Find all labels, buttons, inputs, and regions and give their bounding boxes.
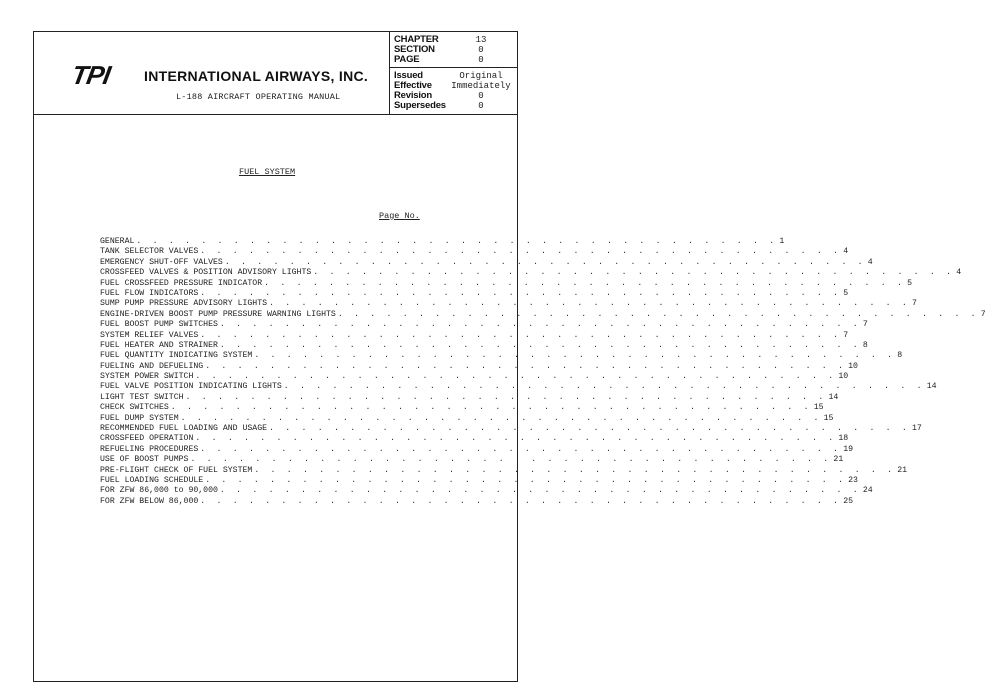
- toc-dot-leader: . . . . . . . . . . . . . . . . . . . . . . . . . . . . . . . . . . . . . . . .: [185, 392, 827, 402]
- toc-entry-page: 23: [848, 475, 858, 485]
- toc-entry: [100, 309, 986, 320]
- toc-dot-leader: . . . . . . . . . . . . . . . . . . . . . . . . . . . . . . . . . . . . . . . .: [200, 288, 842, 298]
- toc-entry-title: EMERGENCY SHUT-OFF VALVES: [100, 257, 223, 267]
- company-name: INTERNATIONAL AIRWAYS, INC.: [144, 68, 369, 84]
- toc-entry: [100, 392, 839, 403]
- toc-entry-title: CHECK SWITCHES: [100, 403, 169, 413]
- toc-entry: [100, 320, 868, 330]
- toc-entry-title: FOR ZFW 86,000 to 90,000: [100, 486, 218, 496]
- toc-entry-title: FUEL LOADING SCHEDULE: [100, 475, 204, 485]
- info-label: SECTION: [394, 44, 435, 55]
- header-divider: [34, 114, 517, 115]
- toc-entry: [100, 237, 785, 247]
- toc-entry-title: REFUELING PROCEDURES: [100, 444, 199, 454]
- document-info-box: [389, 32, 518, 114]
- info-row-page: [394, 54, 514, 65]
- toc-entry: [100, 496, 854, 507]
- toc-entry-page: 4: [867, 257, 873, 267]
- toc-dot-leader: . . . . . . . . . . . . . . . . . . . . . . . . . . . . . . . . . . . . . . . .: [219, 340, 861, 350]
- page-frame: [33, 31, 986, 682]
- toc-entry: [100, 455, 844, 465]
- toc-entry-page: 17: [912, 424, 922, 434]
- toc-dot-leader: . . . . . . . . . . . . . . . . . . . . . . . . . . . . . . . . . . . . . . . .: [205, 475, 847, 485]
- toc-dot-leader: . . . . . . . . . . . . . . . . . . . . . . . . . . . . . . . . . . . . . . . .: [219, 320, 861, 330]
- toc-entry-page: 10: [838, 372, 849, 382]
- info-value: 0: [478, 54, 484, 65]
- info-label: Effective: [394, 80, 432, 91]
- toc-dot-leader: . . . . . . . . . . . . . . . . . . . . . . . . . . . . . . . . . . . . . . . .: [190, 455, 832, 465]
- toc-entry-title: GENERAL: [100, 237, 135, 246]
- toc-entry-page: 14: [926, 382, 937, 392]
- toc-entry-title: FOR ZFW BELOW 86,000: [100, 496, 199, 506]
- toc-entry-page: 4: [956, 268, 962, 278]
- toc-dot-leader: . . . . . . . . . . . . . . . . . . . . . . . . . . . . . . . . . . . . . . . .: [200, 496, 842, 506]
- info-row-supersedes: [394, 100, 514, 111]
- toc-entry-page: 19: [843, 444, 854, 454]
- info-label: PAGE: [394, 54, 420, 65]
- toc-entry-title: CROSSFEED VALVES & POSITION ADVISORY LIGHTS: [100, 268, 312, 278]
- toc-dot-leader: . . . . . . . . . . . . . . . . . . . . . . . . . . . . . . . . . . . . . . . .: [200, 330, 842, 340]
- toc-entry-page: 7: [980, 309, 986, 319]
- toc-dot-leader: . . . . . . . . . . . . . . . . . . . . . . . . . . . . . . . . . . . . . . . .: [195, 434, 837, 444]
- toc-entry: [100, 340, 868, 351]
- toc-entry-title: TANK SELECTOR VALVES: [100, 247, 199, 257]
- toc-entry: [100, 288, 849, 299]
- toc-entry-page: 5: [907, 278, 913, 288]
- toc-entry-page: 5: [843, 288, 849, 298]
- toc-dot-leader: . . . . . . . . . . . . . . . . . . . . . . . . . . . . . . . . . . . . . . . .: [200, 444, 842, 454]
- toc-entry-page: 8: [897, 351, 903, 361]
- toc-dot-leader: . . . . . . . . . . . . . . . . . . . . . . . . . . . . . . . . . . . . . . . .: [170, 403, 812, 413]
- table-of-contents: [100, 237, 986, 507]
- info-value: 0: [478, 100, 484, 111]
- toc-entry-title: FUEL DUMP SYSTEM: [100, 413, 179, 423]
- info-value: 0: [478, 90, 484, 101]
- toc-entry: [100, 413, 834, 424]
- toc-entry-page: 24: [862, 486, 873, 496]
- toc-entry-title: FUEL VALVE POSITION INDICATING LIGHTS: [100, 382, 282, 392]
- toc-entry: [100, 330, 849, 341]
- toc-entry: [100, 278, 913, 289]
- toc-dot-leader: . . . . . . . . . . . . . . . . . . . . . . . . . . . . . . . . . . . . . . . .: [337, 309, 979, 319]
- toc-entry: [100, 361, 858, 372]
- toc-entry-title: FUEL QUANTITY INDICATING SYSTEM: [100, 351, 253, 361]
- toc-dot-leader: . . . . . . . . . . . . . . . . . . . . . . . . . . . . . . . . . . . . . . . .: [180, 413, 822, 423]
- toc-entry: [100, 351, 903, 361]
- toc-entry-title: SUMP PUMP PRESSURE ADVISORY LIGHTS: [100, 299, 268, 309]
- page-number-heading: Page No.: [379, 211, 420, 221]
- toc-dot-leader: . . . . . . . . . . . . . . . . . . . . . . . . . . . . . . . . . . . . . . . .: [195, 372, 837, 382]
- toc-entry-page: 4: [843, 247, 849, 257]
- toc-entry-page: 18: [838, 434, 849, 444]
- toc-entry-title: FUELING AND DEFUELING: [100, 361, 204, 371]
- toc-entry: [100, 475, 858, 486]
- toc-entry-page: 1: [779, 237, 785, 246]
- toc-dot-leader: . . . . . . . . . . . . . . . . . . . . . . . . . . . . . . . . . . . . . . . .: [283, 382, 925, 392]
- toc-entry-title: LIGHT TEST SWITCH: [100, 392, 184, 402]
- toc-entry-title: CROSSFEED OPERATION: [100, 434, 194, 444]
- toc-entry-page: 14: [828, 392, 839, 402]
- toc-entry-page: 8: [862, 340, 868, 350]
- info-value: 13: [475, 34, 487, 45]
- toc-entry: [100, 247, 849, 257]
- info-label: Issued: [394, 70, 423, 81]
- toc-entry: [100, 424, 922, 434]
- info-value: 0: [478, 44, 484, 55]
- toc-entry: [100, 382, 937, 392]
- toc-dot-leader: . . . . . . . . . . . . . . . . . . . . . . . . . . . . . . . . . . . . . . . .: [313, 268, 955, 278]
- info-label: Supersedes: [394, 100, 446, 111]
- toc-entry-page: 21: [833, 455, 844, 465]
- toc-entry-title: ENGINE-DRIVEN BOOST PUMP PRESSURE WARNING LIGHTS: [100, 309, 336, 319]
- toc-dot-leader: . . . . . . . . . . . . . . . . . . . . . . . . . . . . . . . . . . . . . . . .: [200, 247, 842, 257]
- toc-dot-leader: . . . . . . . . . . . . . . . . . . . . . . . . . . . . . . . . . . . . . . . .: [219, 486, 861, 496]
- toc-entry-page: 7: [862, 320, 868, 330]
- toc-dot-leader: . . . . . . . . . . . . . . . . . . . . . . . . . . . . . . . . . . . . . . . .: [264, 278, 906, 288]
- toc-dot-leader: . . . . . . . . . . . . . . . . . . . . . . . . . . . . . . . . . . . . . . . .: [269, 424, 911, 434]
- toc-entry-title: FUEL CROSSFEED PRESSURE INDICATOR: [100, 278, 263, 288]
- toc-entry-title: FUEL BOOST PUMP SWITCHES: [100, 320, 218, 330]
- toc-entry-page: 15: [813, 403, 824, 413]
- toc-dot-leader: . . . . . . . . . . . . . . . . . . . . . . . . . . . . . . . . . . . . . . . .: [269, 299, 911, 309]
- toc-entry: [100, 372, 849, 382]
- info-label: Revision: [394, 90, 432, 101]
- company-logo: TPI: [69, 60, 113, 90]
- toc-entry-title: FUEL HEATER AND STRAINER: [100, 340, 218, 350]
- toc-entry-title: FUEL FLOW INDICATORS: [100, 288, 199, 298]
- toc-entry: [100, 299, 917, 309]
- toc-entry-page: 7: [912, 299, 917, 309]
- toc-entry-page: 15: [823, 413, 834, 423]
- toc-entry: [100, 486, 873, 496]
- toc-entry-page: 10: [848, 361, 858, 371]
- toc-dot-leader: . . . . . . . . . . . . . . . . . . . . . . . . . . . . . . . . . . . . . . . .: [254, 351, 896, 361]
- info-value: Original: [459, 70, 503, 81]
- toc-entry-title: SYSTEM POWER SWITCH: [100, 372, 194, 382]
- toc-entry-page: 25: [843, 496, 854, 506]
- info-value: Immediately: [451, 80, 511, 91]
- toc-entry: [100, 403, 824, 413]
- toc-entry: [100, 257, 873, 268]
- toc-entry-title: USE OF BOOST PUMPS: [100, 455, 189, 465]
- toc-entry: [100, 465, 908, 476]
- toc-dot-leader: . . . . . . . . . . . . . . . . . . . . . . . . . . . . . . . . . . . . . . . .: [224, 257, 866, 267]
- toc-entry-title: RECOMMENDED FUEL LOADING AND USAGE: [100, 424, 268, 434]
- chapter-section-page-block: [390, 32, 518, 68]
- toc-entry-title: PRE-FLIGHT CHECK OF FUEL SYSTEM: [100, 465, 253, 475]
- info-label: CHAPTER: [394, 34, 439, 45]
- toc-entry-page: 7: [843, 330, 849, 340]
- toc-entry-title: SYSTEM RELIEF VALVES: [100, 330, 199, 340]
- toc-entry-page: 21: [897, 465, 908, 475]
- manual-title: L-188 AIRCRAFT OPERATING MANUAL: [176, 92, 341, 102]
- toc-dot-leader: . . . . . . . . . . . . . . . . . . . . . . . . . . . . . . . . . . . . . . . .: [254, 465, 896, 475]
- toc-entry: [100, 268, 962, 278]
- toc-dot-leader: . . . . . . . . . . . . . . . . . . . . . . . . . . . . . . . . . . . . . . . .: [205, 361, 847, 371]
- toc-entry: [100, 444, 854, 455]
- section-title: FUEL SYSTEM: [239, 167, 296, 177]
- toc-dot-leader: . . . . . . . . . . . . . . . . . . . . . . . . . . . . . . . . . . . . . . . .: [136, 237, 778, 246]
- toc-entry: [100, 434, 849, 444]
